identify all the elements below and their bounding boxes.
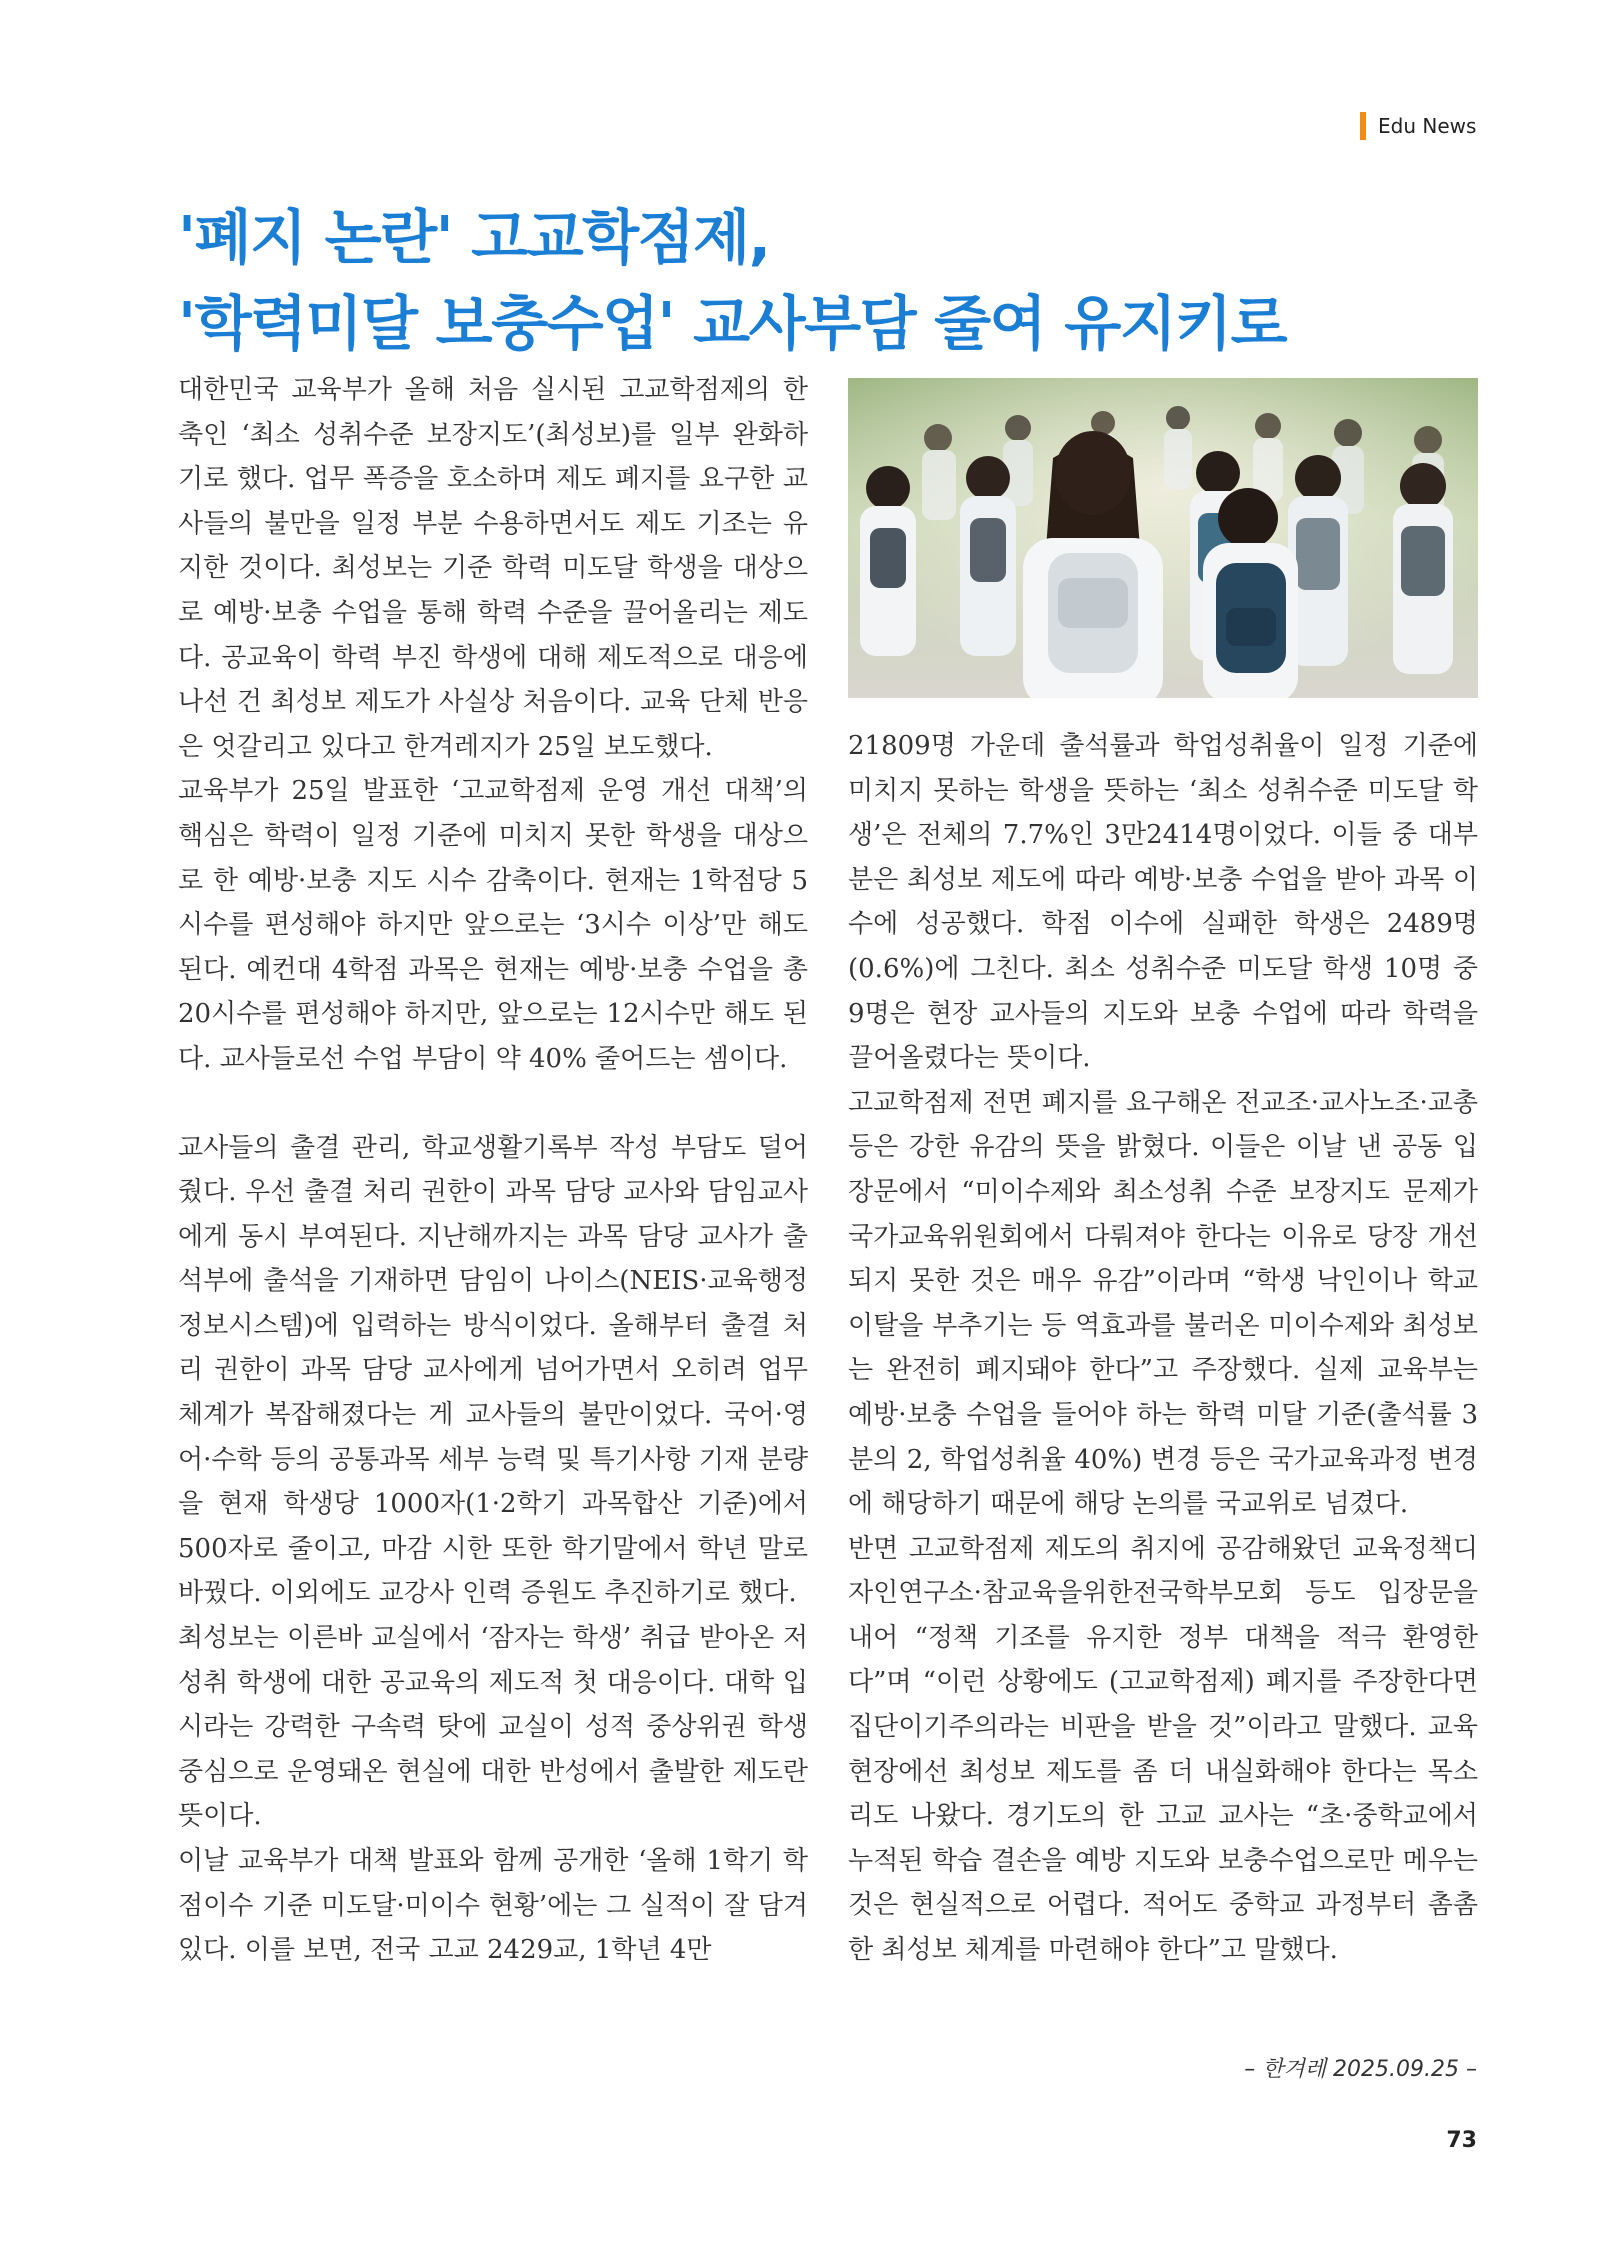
section-accent-bar xyxy=(1360,112,1366,140)
paragraph: 최성보는 이른바 교실에서 ‘잠자는 학생’ 취급 받아온 저성취 학생에 대한 공교육의 제도적 첫 대응이다. 대학 입시라는 강력한 구속력 탓에 교실이 성적 중상위권 학생 중심으로 운영돼온 현실에 대한 반성에서 출발한 제도란 뜻이다. xyxy=(178,1623,808,1832)
headline-line-2: '학력미달 보충수업' 교사부담 줄여 유지키로 xyxy=(178,289,1287,358)
section-label: Edu News xyxy=(1378,114,1477,138)
paragraph: 대한민국 교육부가 올해 처음 실시된 고교학점제의 한 축인 ‘최소 성취수준 보장지도’(최성보)를 일부 완화하기로 했다. 업무 폭증을 호소하며 제도 폐지를 요구한 교사들의 불만을 일정 부분 수용하면서도 제도 기조는 유지한 것이다. 최성보는 기준 학력 미도달 학생을 대상으로 예방·보충 수업을 통해 학력 수준을 끌어올리는 제도다. 공교육이 학력 부진 학생에 대해 제도적으로 대응에 나선 건 최성보 제도가 사실상 처음이다. 교육 단체 반응은 엇갈리고 있다고 한겨레지가 25일 보도했다. xyxy=(178,375,808,762)
left-column xyxy=(178,368,808,1973)
page-number: 73 xyxy=(1446,2128,1477,2153)
right-column xyxy=(848,724,1478,1973)
headline-line-1: '폐지 논란' 고교학점제, xyxy=(178,203,770,272)
paragraph: 21809명 가운데 출석률과 학업성취율이 일정 기준에 미치지 못하는 학생을 뜻하는 ‘최소 성취수준 미도달 학생’은 전체의 7.7%인 3만2414명이었다. 이들 중 대부분은 최성보 제도에 따라 예방·보충 수업을 받아 과목 이수에 성공했다. 학점 이수에 실패한 학생은 2489명(0.6%)에 그친다. 최소 성취수준 미도달 학생 10명 중 9명은 현장 교사들의 지도와 보충 수업에 따라 학력을 끌어올렸다는 뜻이다. xyxy=(848,731,1478,1074)
paragraph: 이날 교육부가 대책 발표와 함께 공개한 ‘올해 1학기 학점이수 기준 미도달·미이수 현황’에는 그 실적이 잘 담겨 있다. 이를 보면, 전국 고교 2429교, 1학년 4만 xyxy=(178,1846,808,1966)
section-tag xyxy=(1360,112,1476,140)
paragraph: 고교학점제 전면 폐지를 요구해온 전교조·교사노조·교총 등은 강한 유감의 뜻을 밝혔다. 이들은 이날 낸 공동 입장문에서 “미이수제와 최소성취 수준 보장지도 문제가 국가교육위원회에서 다뤄져야 한다는 이유로 당장 개선되지 못한 것은 매우 유감”이라며 “학생 낙인이나 학교 이탈을 부추기는 등 역효과를 불러온 미이수제와 최성보는 완전히 폐지돼야 한다”고 주장했다. 실제 교육부는 예방·보충 수업을 들어야 하는 학력 미달 기준(출석률 3분의 2, 학업성취율 40%) 변경 등은 국가교육과정 변경에 해당하기 때문에 해당 논의를 국교위로 넘겼다. xyxy=(848,1087,1478,1520)
paragraph: 교육부가 25일 발표한 ‘고교학점제 운영 개선 대책’의 핵심은 학력이 일정 기준에 미치지 못한 학생을 대상으로 한 예방·보충 지도 시수 감축이다. 현재는 1학점당 5시수를 편성해야 하지만 앞으로는 ‘3시수 이상’만 해도 된다. 예컨대 4학점 과목은 현재는 예방·보충 수업을 총 20시수를 편성해야 하지만, 앞으로는 12시수만 해도 된다. 교사들로선 수업 부담이 약 40% 줄어드는 셈이다. xyxy=(178,776,808,1074)
paragraph: 교사들의 출결 관리, 학교생활기록부 작성 부담도 덜어줬다. 우선 출결 처리 권한이 과목 담당 교사와 담임교사에게 동시 부여된다. 지난해까지는 과목 담당 교사가 출석부에 출석을 기재하면 담임이 나이스(NEIS·교육행정정보시스템)에 입력하는 방식이었다. 올해부터 출결 처리 권한이 과목 담당 교사에게 넘어가면서 오히려 업무 체계가 복잡해졌다는 게 교사들의 불만이었다. 국어·영어·수학 등의 공통과목 세부 능력 및 특기사항 기재 분량을 현재 학생당 1000자(1·2학기 과목합산 기준)에서 500자로 줄이고, 마감 시한 또한 학기말에서 학년 말로 바꿨다. 이외에도 교강사 인력 증원도 추진하기로 했다. xyxy=(178,1132,808,1609)
article-headline xyxy=(178,195,1478,367)
paragraph: 반면 고교학점제 제도의 취지에 공감해왔던 교육정책디자인연구소·참교육을위한전국학부모회 등도 입장문을 내어 “정책 기조를 유지한 정부 대책을 적극 환영한다”며 “이런 상황에도 (고교학점제) 폐지를 주장한다면 집단이기주의라는 비판을 받을 것”이라고 말했다. 교육 현장에선 최성보 제도를 좀 더 내실화해야 한다는 목소리도 나왔다. 경기도의 한 고교 교사는 “초·중학교에서 누적된 학습 결손을 예방 지도와 보충수업으로만 메우는 것은 현실적으로 어렵다. 적어도 중학교 과정부터 촘촘한 최성보 체계를 마련해야 한다”고 말했다. xyxy=(848,1533,1478,1966)
article-photo-students xyxy=(848,378,1478,698)
source-credit: – 한겨레 2025.09.25 – xyxy=(1244,2057,1477,2082)
